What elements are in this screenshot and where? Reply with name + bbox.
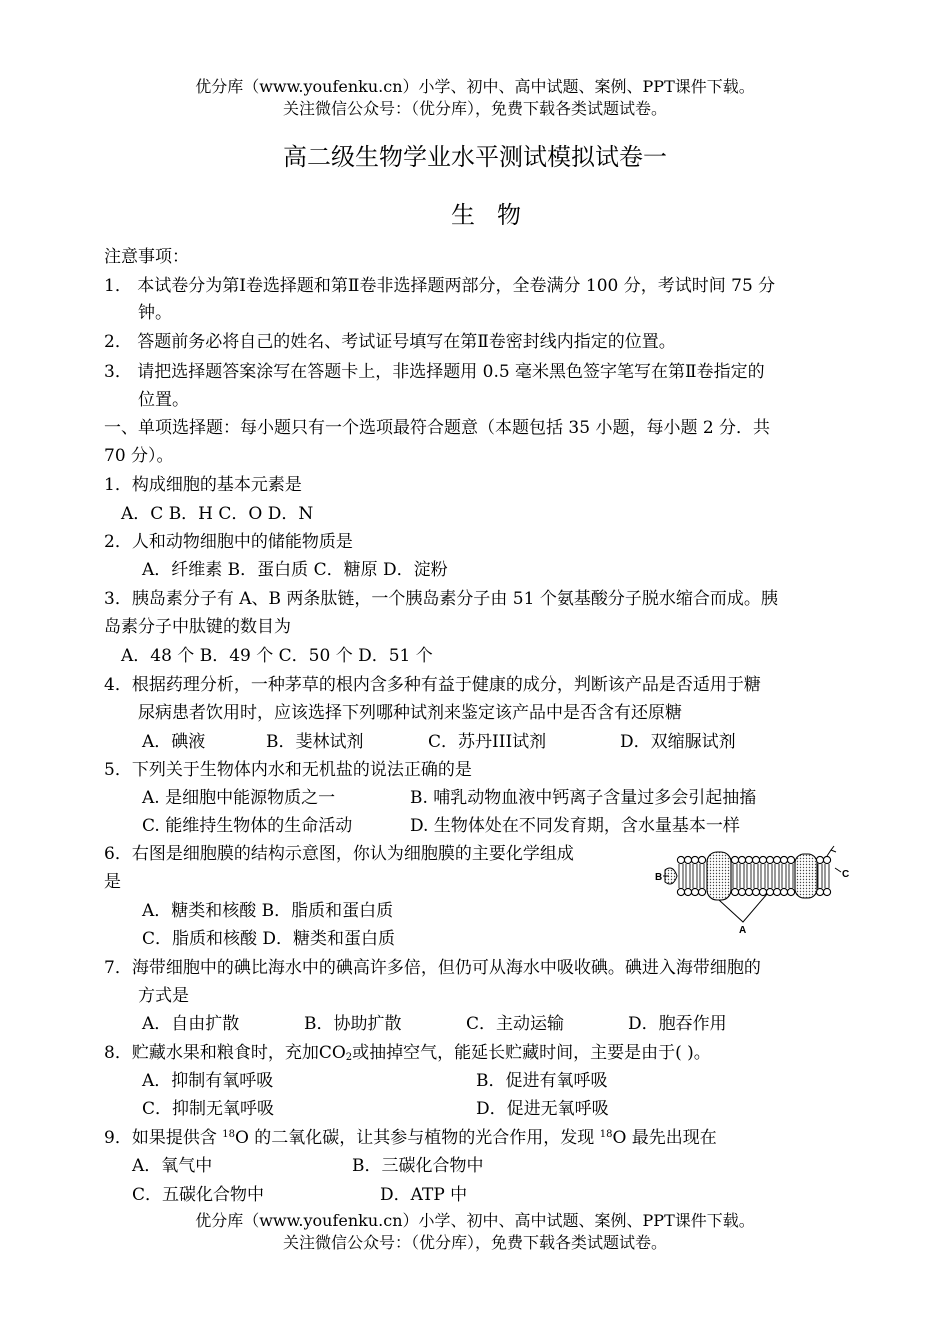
- question-5-option-d: D. 生物体处在不同发育期，含水量基本一样: [410, 816, 740, 836]
- question-7-option-c: C．主动运输: [466, 1014, 565, 1034]
- question-4-option-d: D．双缩脲试剂: [620, 732, 736, 752]
- notice-item-1-cont: 钟。: [138, 303, 172, 323]
- diagram-label-c: C: [842, 869, 850, 880]
- question-9-option-a: A．氧气中: [132, 1156, 213, 1176]
- notice-heading: 注意事项：: [104, 247, 189, 267]
- page-title: 高二级生物学业水平测试模拟试卷一: [283, 143, 667, 171]
- diagram-label-a: A: [739, 925, 747, 934]
- header-line-2: 关注微信公众号：（优分库），免费下载各类试题试卷。: [282, 99, 667, 118]
- question-1-stem: 1．构成细胞的基本元素是: [104, 475, 302, 495]
- section-heading-cont: 70 分）。: [104, 446, 174, 466]
- question-4-option-c: C．苏丹III试剂: [428, 732, 547, 752]
- question-4-stem: 4．根据药理分析，一种茅草的根内含多种有益于健康的成分，判断该产品是否适用于糖: [104, 675, 761, 695]
- notice-item-3-cont: 位置。: [138, 390, 189, 410]
- question-5-stem: 5．下列关于生物体内水和无机盐的说法正确的是: [104, 760, 472, 780]
- diagram-label-b: B: [655, 872, 663, 883]
- question-9-stem: 9．如果提供含 $^{18}$O 的二氧化碳，让其参与植物的光合作用，发现 $^{18}$O 最先出现在: [104, 1128, 717, 1148]
- question-4-stem-cont: 尿病患者饮用时，应该选择下列哪种试剂来鉴定该产品中是否含有还原糖: [138, 703, 682, 723]
- question-3-stem-cont: 岛素分子中肽键的数目为: [104, 617, 291, 637]
- question-3-options: A．48 个 B．49 个 C．50 个 D．51 个: [121, 646, 433, 666]
- question-8-stem: 8．贮藏水果和粮食时，充加$CO_2$或抽掉空气，能延长贮藏时间，主要是由于( )。: [104, 1043, 711, 1063]
- question-7-option-a: A．自由扩散: [142, 1014, 240, 1034]
- header-line-1: 优分库（www.youfenku.cn）小学、初中、高中试题、案例、PPT课件下载。: [195, 77, 755, 96]
- question-5-option-a: A. 是细胞中能源物质之一: [142, 788, 336, 808]
- notice-item-3: 3． 请把选择题答案涂写在答题卡上，非选择题用 0.5 毫米黑色签字笔写在第Ⅱ卷指定的: [104, 362, 765, 382]
- question-9-option-b: B．三碳化合物中: [352, 1156, 484, 1176]
- question-9-option-d: D．ATP 中: [380, 1185, 468, 1205]
- question-7-stem: 7．海带细胞中的碘比海水中的碘高许多倍，但仍可从海水中吸收碘。碘进入海带细胞的: [104, 958, 761, 978]
- question-7-stem-cont: 方式是: [138, 986, 189, 1006]
- question-6-stem: 6．右图是细胞膜的结构示意图，你认为细胞膜的主要化学组成: [104, 844, 574, 864]
- question-8-option-d: D．促进无氧呼吸: [476, 1099, 609, 1119]
- question-4-option-a: A．碘液: [142, 732, 206, 752]
- page-subtitle: 生物: [451, 201, 543, 229]
- question-5-option-c: C. 能维持生物体的生命活动: [142, 816, 353, 836]
- question-2-stem: 2．人和动物细胞中的储能物质是: [104, 532, 353, 552]
- question-2-options: A．纤维素 B．蛋白质 C．糖原 D．淀粉: [142, 560, 448, 580]
- question-6-stem-cont: 是: [104, 872, 121, 892]
- question-7-option-b: B．协助扩散: [304, 1014, 402, 1034]
- question-5-option-b: B. 哺乳动物血液中钙离子含量过多会引起抽搐: [410, 788, 757, 808]
- question-6-options-ab: A．糖类和核酸 B．脂质和蛋白质: [142, 901, 394, 921]
- section-heading: 一、单项选择题：每小题只有一个选项最符合题意（本题包括 35 小题，每小题 2 分．共: [104, 418, 771, 438]
- question-3-stem: 3．胰岛素分子有 A、B 两条肽链，一个胰岛素分子由 51 个氨基酸分子脱水缩合而成。胰: [104, 589, 778, 609]
- question-7-option-d: D．胞吞作用: [628, 1014, 727, 1034]
- footer-line-2: 关注微信公众号：（优分库），免费下载各类试题试卷。: [282, 1233, 667, 1252]
- question-1-options: A．C B．H C．O D．N: [121, 504, 314, 524]
- question-8-option-a: A．抑制有氧呼吸: [142, 1071, 274, 1091]
- notice-item-2: 2． 答题前务必将自己的姓名、考试证号填写在第Ⅱ卷密封线内指定的位置。: [104, 332, 676, 352]
- question-6-options-cd: C．脂质和核酸 D．糖类和蛋白质: [142, 929, 396, 949]
- question-8-option-b: B．促进有氧呼吸: [476, 1071, 608, 1091]
- cell-membrane-diagram: [655, 842, 855, 934]
- question-4-option-b: B．斐林试剂: [266, 732, 364, 752]
- footer-line-1: 优分库（www.youfenku.cn）小学、初中、高中试题、案例、PPT课件下载。: [195, 1211, 755, 1230]
- notice-item-1: 1． 本试卷分为第Ⅰ卷选择题和第Ⅱ卷非选择题两部分，全卷满分 100 分，考试时间 75 分: [104, 276, 776, 296]
- question-9-option-c: C．五碳化合物中: [132, 1185, 265, 1205]
- question-8-option-c: C．抑制无氧呼吸: [142, 1099, 275, 1119]
